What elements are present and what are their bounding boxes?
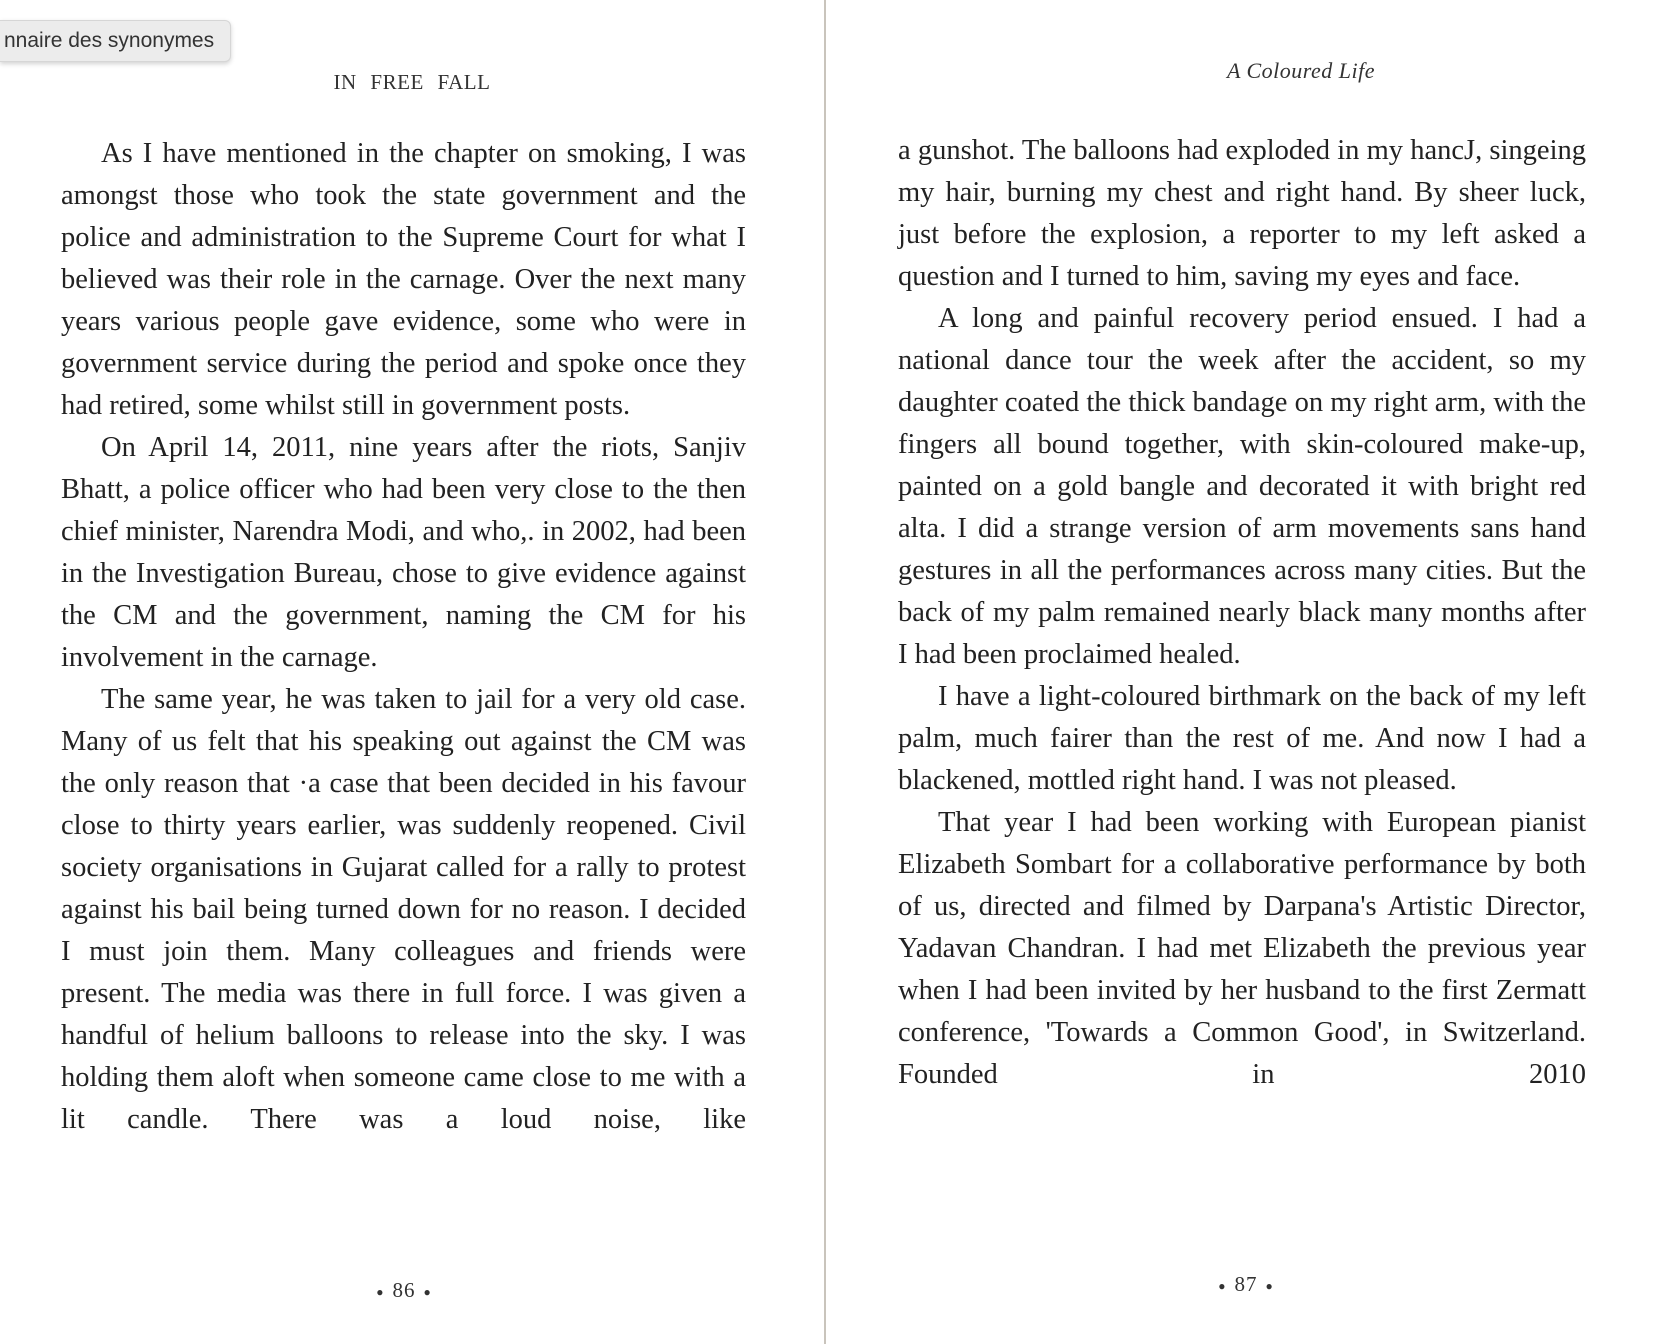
bullet-icon: ● <box>1218 1278 1227 1293</box>
paragraph: The same year, he was taken to jail for a very old case. Many of us felt that his speaking out against the CM was the only reason that ·a case that been decided in his favour close to thirty years earlier, was suddenly reopened. Civil society organisations in Gujarat called for a rally to protest against his bail being turned down for no reason. I decided I must join them. Many colleagues and friends were present. The media was there in full force. I was given a handful of helium balloons to release into the sky. I was holding them aloft when someone came close to me with a lit candle. There was a loud noise, like <box>61 684 746 1135</box>
paragraph: That year I had been working with European pianist Elizabeth Sombart for a collaborative performance by both of us, directed and filmed by Darpana's Artistic Director, Yadavan Chandran. I had met Elizabeth the previous year when I had been invited by her husband to the first Zermatt conference, 'Towards a Common Good', in Switzerland. Founded in 2010 <box>898 807 1586 1090</box>
bullet-icon: ● <box>376 1284 385 1299</box>
running-head-left: IN FREE FALL <box>333 70 491 94</box>
left-page <box>0 0 824 1344</box>
page-number-text: 86 <box>392 1278 416 1302</box>
paragraph: As I have mentioned in the chapter on smoking, I was amongst those who took the state government and the police and administration to the Supreme Court for what I believed was their role in the carnage. Over the next many years various people gave evidence, some who were in government service during the period and spoke once they had retired, some whilst still in government posts. <box>61 138 746 421</box>
left-page-body <box>61 133 746 1141</box>
paragraph: a gunshot. The balloons had exploded in my hancJ, singeing my hair, burning my chest and right hand. By sheer luck, just before the explosion, a reporter to my left asked a question and I turned to him, saving my eyes and face. <box>898 135 1586 292</box>
paragraph: On April 14, 2011, nine years after the riots, Sanjiv Bhatt, a police officer who had been very close to the then chief minister, Narendra Modi, and who,. in 2002, had been in the Investigation Bureau, chose to give evidence against the CM and the government, naming the CM for his involvement in the carnage. <box>61 432 746 673</box>
bullet-icon: ● <box>423 1284 432 1299</box>
paragraph: I have a light-coloured birthmark on the back of my left palm, much fairer than the rest of me. And now I had a blackened, mottled right hand. I was not pleased. <box>898 681 1586 796</box>
right-page <box>826 0 1666 1344</box>
bullet-icon: ● <box>1265 1278 1274 1293</box>
dictionary-tooltip[interactable]: nnaire des synonymes <box>0 20 231 62</box>
page-number-right <box>826 1272 1666 1297</box>
right-page-body <box>898 130 1586 1096</box>
page-number-text: 87 <box>1234 1272 1258 1296</box>
running-head-right: A Coloured Life <box>1226 58 1376 83</box>
paragraph: A long and painful recovery period ensued. I had a national dance tour the week after the accident, so my daughter coated the thick bandage on my right arm, with the fingers all bound together, with skin-coloured make-up, painted on a gold bangle and decorated it with bright red alta. I did a strange version of arm movements sans hand gestures in all the performances across many cities. But the back of my palm remained nearly black many months after I had been proclaimed healed. <box>898 303 1586 670</box>
page-number-left <box>0 1278 808 1303</box>
